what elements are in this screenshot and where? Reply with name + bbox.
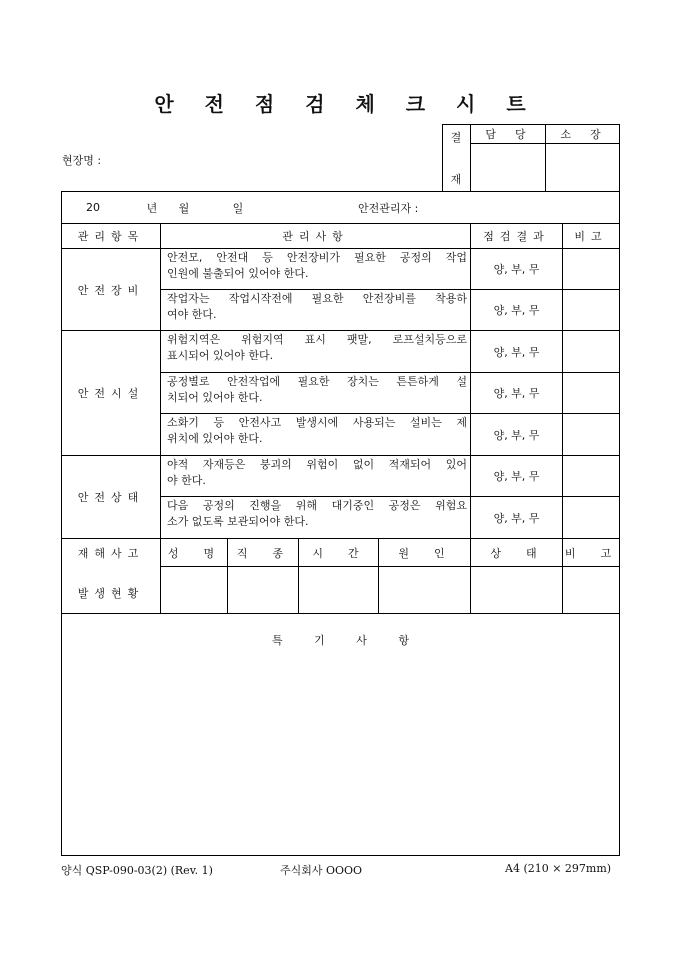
check-item: 다음 공정의 진행을 위해 대기중인 공정은 위험요 소가 없도록 보관되어야 한다. [167, 499, 467, 528]
year-prefix: 20 [86, 201, 100, 214]
col-header-note: 비고 [574, 230, 608, 243]
safety-manager-label: 안전관리자 : [358, 201, 419, 215]
check-item: 공정별로 안전작업에 필요한 장치는 튼튼하게 설 치되어 있어야 한다. [167, 375, 467, 404]
approval-box [442, 124, 620, 192]
check-result[interactable]: 양, 부, 무 [493, 428, 540, 442]
site-name-label: 현장명 : [62, 154, 102, 167]
col-header-category: 관리항목 [77, 230, 145, 243]
check-item: 작업자는 작업시작전에 필요한 안전장비를 착용하 여야 한다. [167, 292, 467, 321]
document-title: 안 전 점 검 체 크 시 트 [154, 92, 538, 116]
check-item: 소화기 등 안전사고 발생시에 사용되는 설비는 제 위치에 있어야 한다. [167, 416, 467, 445]
check-item: 위험지역은 위험지역 표시 팻말, 로프설치등으로 표시되어 있어야 한다. [167, 333, 467, 362]
category-safety-equipment: 안전장비 [77, 283, 145, 297]
check-result[interactable]: 양, 부, 무 [493, 470, 540, 483]
col-header-item: 관리사항 [282, 230, 349, 243]
checklist-table [61, 191, 620, 856]
remarks-title: 특 기 사 항 [272, 634, 423, 647]
category-safety-condition: 안전상태 [77, 491, 145, 504]
check-result[interactable]: 양, 부, 무 [493, 511, 540, 525]
check-result[interactable]: 양, 부, 무 [493, 387, 540, 400]
day-label: 일 [232, 201, 244, 215]
accident-col-job: 직 종 [236, 546, 290, 560]
check-result[interactable]: 양, 부, 무 [493, 304, 540, 317]
year-label: 년 [146, 201, 158, 215]
accident-col-name: 성 명 [167, 546, 221, 560]
approval-sign-manager[interactable] [546, 144, 620, 192]
check-item: 안전모, 안전대 등 안전장비가 필요한 공정의 작업 인원에 불출되어 있어야 한다. [167, 251, 467, 280]
accident-col-note: 비 고 [564, 546, 618, 560]
accident-col-time: 시 간 [312, 546, 365, 560]
category-safety-facilities: 안전시설 [77, 387, 145, 400]
check-item: 야적 자재등은 붕괴의 위험이 없이 적재되어 있어 야 한다. [167, 458, 467, 487]
approval-sign-staff[interactable] [471, 144, 545, 192]
company-name: 주식회사 OOOO [280, 864, 363, 877]
accident-label-top: 재해사고 [77, 546, 145, 560]
paper-size: A4 (210 × 297mm) [505, 862, 612, 875]
form-code: 양식 QSP-090-03(2) (Rev. 1) [61, 864, 213, 877]
approval-col-manager: 소 장 [560, 127, 605, 141]
check-result[interactable]: 양, 부, 무 [493, 263, 540, 276]
accident-col-status: 상 태 [490, 546, 543, 560]
approval-label-top: 결 [450, 131, 462, 144]
accident-label-bottom: 발생현황 [77, 587, 145, 600]
approval-col-staff: 담 당 [485, 127, 530, 141]
col-header-result: 점검결과 [483, 230, 550, 243]
check-result[interactable]: 양, 부, 무 [493, 345, 540, 359]
approval-label-bottom: 재 [450, 173, 462, 186]
accident-col-cause: 원 인 [398, 546, 451, 560]
month-label: 월 [178, 201, 190, 215]
remarks-area[interactable] [62, 654, 619, 854]
